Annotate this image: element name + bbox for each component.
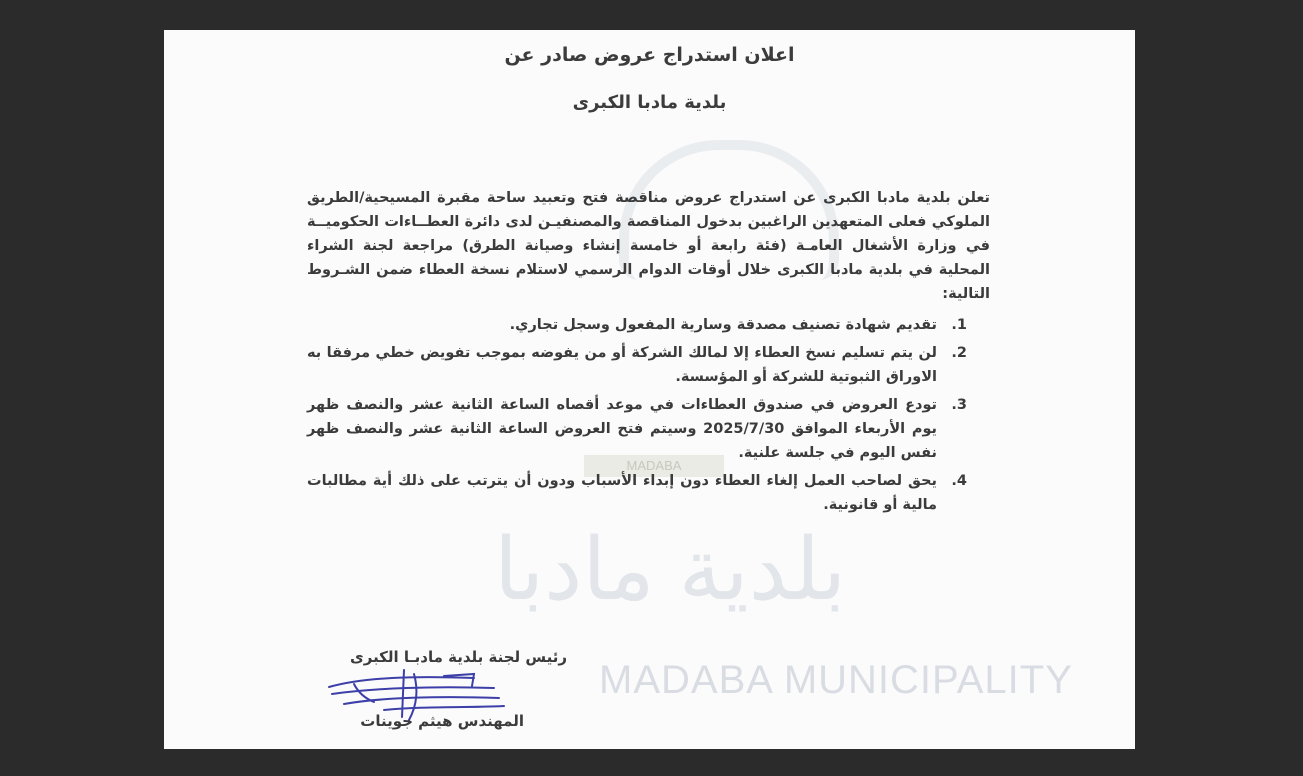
signatory-title: رئيس لجنة بلدية مادبـا الكبرى	[349, 648, 567, 666]
condition-text: تودع العروض في صندوق العطاءات في موعد أقصاه الساعة الثانية عشر والنصف ظهر يوم الأربعاء الموافق 2025/7/30 وسيتم فتح العروض الساعة الثانية عشر والنصف ظهر نفس اليوم في جلسة علنية.	[307, 397, 937, 461]
condition-item	[307, 393, 967, 465]
condition-item	[307, 341, 967, 389]
condition-number: 3.	[951, 397, 967, 413]
condition-number: 2.	[951, 345, 967, 361]
intro-paragraph: تعلن بلدية مادبا الكبرى عن استدراج عروض مناقصة فتح وتعبيد ساحة مقبرة المسيحية/الطريق الملوكي فعلى المتعهدين الراغبين بدخول المناقصة والمصنفيـن لدى دائرة العطــاءات الحكوميــة في وزارة الأشغال العامـة (فئة رابعة أو خامسة إنشاء وصيانة الطرق) مراجعة لجنة الشراء المحلية في بلدية مادبا الكبرى خلال أوقات الدوام الرسمي لاستلام نسخة العطاء ضمن الشـروط التالية:	[307, 190, 990, 302]
document-page	[164, 30, 1135, 749]
conditions-list	[307, 313, 967, 521]
watermark-arabic: بلدية مادبا	[494, 522, 847, 618]
condition-number: 4.	[951, 473, 967, 489]
condition-text: يحق لصاحب العمل إلغاء العطاء دون إبداء الأسباب ودون أن يترتب على ذلك أية مطالبات مالية أو قانونية.	[307, 473, 937, 513]
condition-item	[307, 469, 967, 517]
document-title: اعلان استدراج عروض صادر عن	[504, 44, 795, 66]
condition-number: 1.	[951, 317, 967, 333]
watermark-latin: MADABA MUNICIPALITY	[599, 658, 1073, 702]
document-subtitle: بلدية مادبا الكبرى	[572, 92, 727, 113]
watermark-badge: MADABA	[584, 455, 724, 477]
condition-item	[307, 313, 967, 337]
condition-text: لن يتم تسليم نسخ العطاء إلا لمالك الشركة أو من يفوضه بموجب تفويض خطي مرفقا به الاوراق الثبوتية للشركة أو المؤسسة.	[307, 345, 937, 385]
condition-text: تقديم شهادة تصنيف مصدقة وسارية المفعول وسجل تجاري.	[509, 317, 937, 333]
signatory-name: المهندس هيثم جوينات	[360, 712, 524, 730]
